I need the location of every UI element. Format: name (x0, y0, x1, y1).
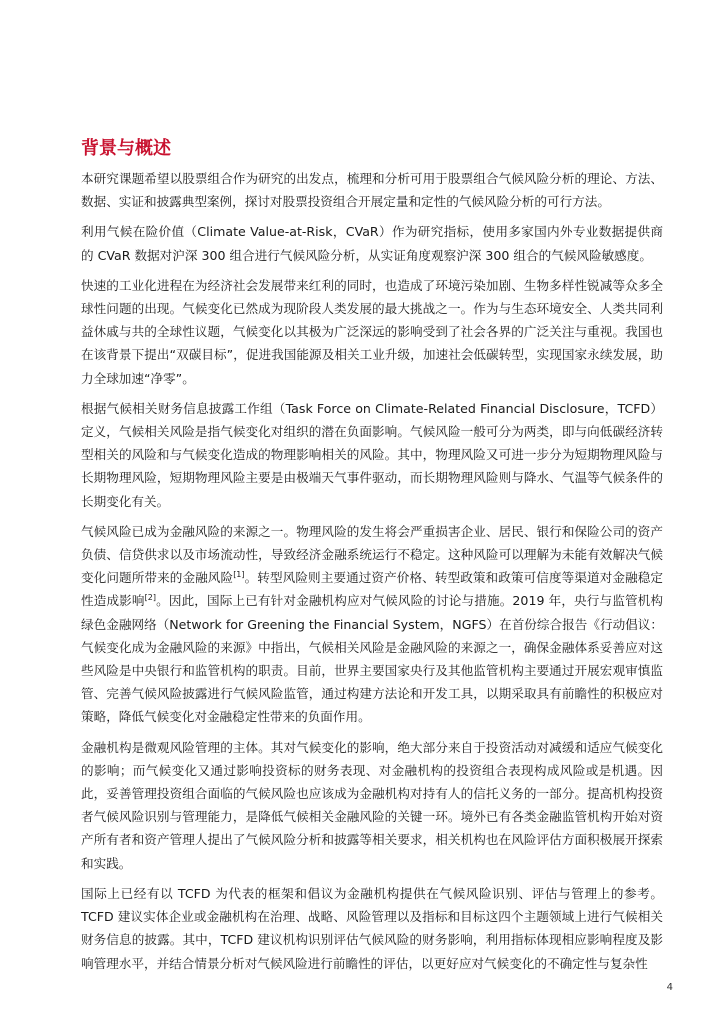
section-heading: 背景与概述 (81, 138, 171, 159)
paragraph-5-part-2: 。转型风险则主要通过资产价格、转型政策和政策可信度等渠道对金融稳定性造成影响 (81, 570, 664, 609)
page-number: 4 (666, 982, 673, 993)
citation-2[interactable]: [2] (144, 593, 156, 603)
paragraph-2: 利用气候在险价值（Climate Value-at-Risk，CVaR）作为研究指标，使用多家国内外专业数据提供商的 CVaR 数据对沪深 300 组合进行气候风险分析，从实证角度观察沪深 300 组合的气候风险敏感度。 (81, 224, 663, 263)
paragraph-5-part-3: 。因此，国际上已有针对金融机构应对气候风险的讨论与措施。2019 年，央行与监管机构绿色金融网络（Network for Greening the Financial System，NGFS）在首份综合报告《行动倡议：气候变化成为金融风险的来源》中指出，气候相关风险是金融风险的来源之一，确保金融体系妥善应对这些风险是中央银行和监管机构的职责。目前，世界主要国家央行及其他监管机构主要通过开展宏观审慎监管、完善气候风险披露进行气候风险监管，通过构建方法论和开发工具，以期采取具有前瞻性的积极应对策略，降低气候变化对金融稳定性带来的负面作用。 (81, 593, 664, 725)
paragraph-1: 本研究课题希望以股票组合作为研究的出发点，梳理和分析可用于股票组合气候风险分析的理论、方法、数据、实证和披露典型案例，探讨对股票投资组合开展定量和定性的气候风险分析的可行方法。 (81, 171, 663, 210)
paragraph-6: 金融机构是微观风险管理的主体。其对气候变化的影响，绝大部分来自于投资活动对减缓和适应气候变化的影响；而气候变化又通过影响投资标的财务表现、对金融机构的投资组合表现构成风险或是机遇。因此，妥善管理投资组合面临的气候风险也应该成为金融机构对持有人的信托义务的一部分。提高机构投资者气候风险识别与管理能力，是降低气候相关金融风险的关键一环。境外已有各类金融监管机构开始对资产所有者和资产管理人提出了气候风险分析和披露等相关要求，相关机构也在风险评估方面积极展开探索和实践。 (81, 739, 663, 871)
paragraph-4: 根据气候相关财务信息披露工作组（Task Force on Climate-Related Financial Disclosure，TCFD）定义，气候相关风险是指气候变化对组织的潜在负面影响。气候风险一般可分为两类，即与向低碳经济转型相关的风险和与气候变化造成的物理影响相关的风险。其中，物理风险又可进一步分为短期物理风险与长期物理风险，短期物理风险主要是由极端天气事件驱动，而长期物理风险则与降水、气温等气候条件的长期变化有关。 (81, 400, 663, 509)
body-text (81, 167, 663, 982)
paragraph-5-part-1: 气候风险已成为金融风险的来源之一。物理风险的发生将会严重损害企业、居民、银行和保险公司的资产负债、信贷供求以及市场流动性，导致经济金融系统运行不稳定。这种风险可以理解为未能有效解决气候变化问题所带来的金融风险 (81, 523, 663, 586)
paragraph-5 (81, 520, 663, 729)
paragraph-7: 国际上已经有以 TCFD 为代表的框架和倡议为金融机构提供在气候风险识别、评估与管理上的参考。TCFD 建议实体企业或金融机构在治理、战略、风险管理以及指标和目标这四个主题领域上进行气候相关财务信息的披露。其中，TCFD 建议机构识别评估气候风险的财务影响，利用指标体现相应影响程度及影响管理水平，并结合情景分析对气候风险进行前瞻性的评估，以更好应对气候变化的不确定性与复杂性 (81, 885, 663, 971)
paragraph-3: 快速的工业化进程在为经济社会发展带来红利的同时，也造成了环境污染加剧、生物多样性锐减等众多全球性问题的出现。气候变化已然成为现阶段人类发展的最大挑战之一。作为与生态环境安全、人类共同利益休戚与共的全球性议题，气候变化以其极为广泛深远的影响受到了社会各界的广泛关注与重视。我国也在该背景下提出“双碳目标”，促进我国能源及相关工业升级，加速社会低碳转型，实现国家永续发展，助力全球加速“净零”。 (81, 277, 663, 386)
citation-1[interactable]: [1] (233, 570, 245, 580)
